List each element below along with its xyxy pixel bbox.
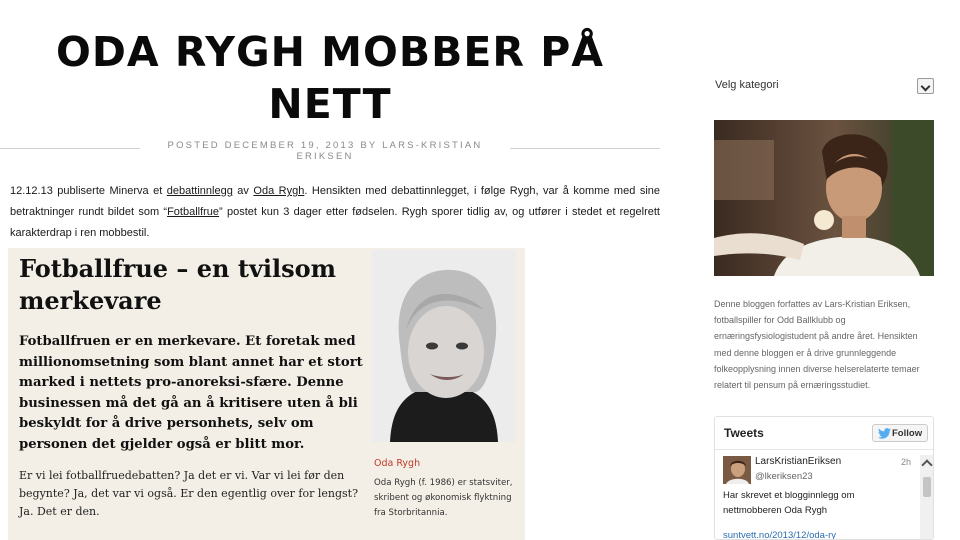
clipping-lead: Fotballfruen er en merkevare. Et foretak med millionomsetning som blant annet har et stort marked i nettets pro-anoreksi-sfære. Denne businessen må det gå an å kritisere uten å bli beskyldt for å drive personhets, selv om personen det gjelder også er blitt mor. bbox=[19, 334, 363, 452]
intro-text-3: . Hensikten med debattinnlegget, i følge Rygh, var å komme med sine betraktninger rundt bildet som “ bbox=[10, 185, 660, 218]
portrait-illustration bbox=[372, 250, 516, 442]
meta-rule-right bbox=[510, 148, 660, 149]
article-clipping-image bbox=[8, 248, 525, 540]
author-bio: Denne bloggen forfattes av Lars-Kristian Eriksen, fotballspiller for Odd Ballklubb og ernæringsfysiologistudent på andre året. Hensikten med denne bloggen er å drive grunnleggende folkeopplysning innen diverse helserelaterte temaer relatert til pensum på ernæringsstudiet. bbox=[714, 299, 920, 391]
oda-rygh-portrait bbox=[372, 250, 516, 442]
tweet-time[interactable]: 2h bbox=[901, 457, 912, 467]
tweet-avatar-illustration bbox=[723, 456, 751, 484]
post-title-line-1: ODA RYGH MOBBER PÅ bbox=[56, 28, 604, 76]
tweets-title: Tweets bbox=[724, 426, 764, 440]
sidebar bbox=[712, 0, 936, 540]
intro-text-2: av bbox=[232, 185, 254, 197]
caption-name: Oda Rygh bbox=[374, 458, 421, 469]
intro-text-1: 12.12.13 publiserte Minerva et bbox=[10, 185, 167, 197]
clipping-headline: Fotballfrue – en tvilsom merkevare bbox=[19, 254, 337, 315]
tweet-text: Har skrevet et blogginnlegg om nettmobberen Oda Rygh bbox=[723, 490, 855, 516]
author-photo bbox=[714, 120, 934, 276]
tweet-avatar[interactable] bbox=[723, 456, 751, 484]
tweet-author-name[interactable]: LarsKristianEriksen bbox=[755, 456, 842, 467]
follow-button[interactable] bbox=[872, 424, 928, 442]
post-meta: POSTED DECEMBER 19, 2013 BY LARS-KRISTIAN ERIKSEN bbox=[167, 140, 483, 162]
debattinnlegg-link[interactable]: debattinnlegg bbox=[166, 185, 233, 197]
oda-rygh-link[interactable]: Oda Rygh bbox=[253, 185, 305, 197]
post-title[interactable] bbox=[10, 26, 650, 130]
post-intro bbox=[10, 181, 660, 244]
author-photo-illustration bbox=[714, 120, 934, 276]
post-title-line-2: NETT bbox=[268, 80, 392, 128]
fotballfrue-link[interactable]: Fotballfrue bbox=[167, 206, 220, 218]
post-meta-row bbox=[0, 140, 660, 162]
tweets-divider bbox=[715, 449, 934, 450]
tweets-scrollbar[interactable] bbox=[920, 455, 934, 540]
category-label[interactable]: Velg kategori bbox=[715, 79, 779, 91]
meta-rule-left bbox=[0, 148, 140, 149]
caption-text: Oda Rygh (f. 1986) er statsviter, skribent og økonomisk flyktning fra Storbritannia. bbox=[374, 478, 513, 518]
tweet-link[interactable]: suntvett.no/2013/12/oda-ry bbox=[723, 530, 837, 540]
tweets-widget bbox=[714, 416, 934, 540]
follow-label: Follow bbox=[892, 428, 923, 439]
scroll-up-arrow-icon[interactable] bbox=[921, 459, 932, 470]
tweet-author-handle[interactable]: @lkeriksen23 bbox=[755, 471, 813, 482]
intro-text-4: ” postet kun 3 dager etter fødselen. Rygh sporer tidlig av, og utfører i stedet et regelrett karakterdrap i ren mobbestil. bbox=[10, 206, 660, 239]
twitter-bird-icon bbox=[878, 428, 891, 439]
category-dropdown-button[interactable] bbox=[917, 78, 934, 94]
clipping-body: Er vi lei fotballfruedebatten? Ja det er vi. Var vi lei før den begynte? Ja, det var vi også. Er den egentlig over for lengst? Ja. Det er den. bbox=[19, 469, 358, 518]
scroll-thumb[interactable] bbox=[923, 477, 931, 497]
